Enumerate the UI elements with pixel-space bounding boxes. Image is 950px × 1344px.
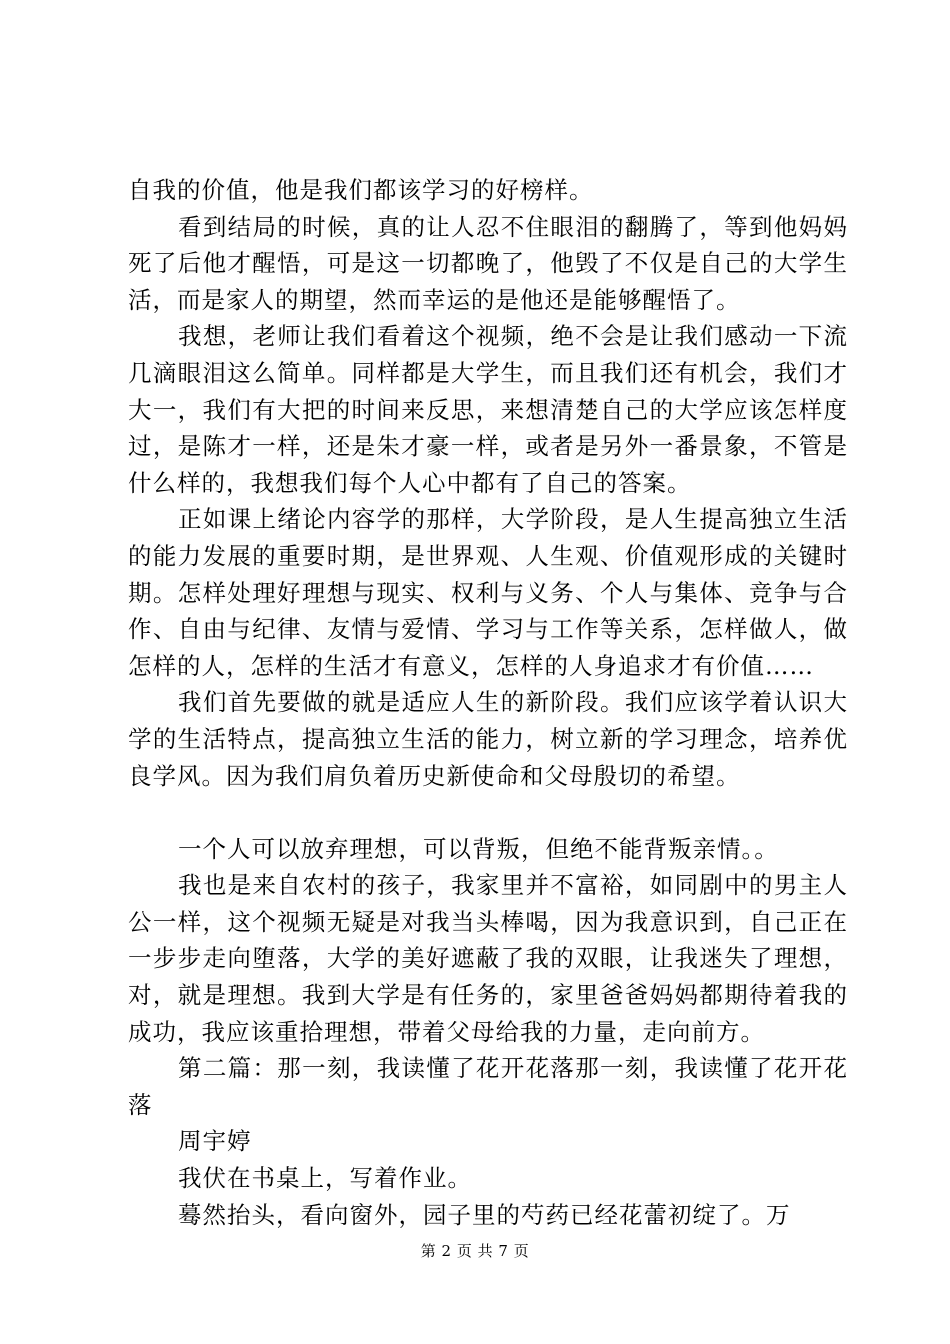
body-text bbox=[128, 172, 848, 1233]
paragraph: 一个人可以放弃理想，可以背叛，但绝不能背叛亲情。。 bbox=[178, 834, 779, 863]
author-name: 周宇婷 bbox=[178, 1127, 252, 1156]
paragraph: 我伏在书桌上，写着作业。 bbox=[178, 1164, 472, 1193]
page-footer: 第 2 页 共 7 页 bbox=[420, 1242, 530, 1260]
blank-line bbox=[128, 794, 848, 831]
section-heading: 第二篇：那一刻，我读懂了花开花落那一刻，我读懂了花开花落 bbox=[128, 1054, 848, 1119]
paragraph: 正如课上绪论内容学的那样，大学阶段，是人生提高独立生活的能力发展的重要时期，是世界观、人生观、价值观形成的关键时期。怎样处理好理想与现实、权利与义务、个人与集体、竞争与合作、自由与纪律、友情与爱情、学习与工作等关系，怎样做人，做怎样的人，怎样的生活才有意义，怎样的人身追求才有价值…… bbox=[128, 505, 848, 680]
paragraph: 蓦然抬头，看向窗外，园子里的芍药已经花蕾初绽了。万 bbox=[178, 1200, 791, 1229]
paragraph: 我们首先要做的就是适应人生的新阶段。我们应该学着认识大学的生活特点，提高独立生活的能力，树立新的学习理念，培养优良学风。因为我们肩负着历史新使命和父母殷切的希望。 bbox=[128, 688, 848, 790]
paragraph: 自我的价值，他是我们都该学习的好榜样。 bbox=[128, 176, 594, 204]
paragraph: 看到结局的时候，真的让人忍不住眼泪的翻腾了，等到他妈妈死了后他才醒悟，可是这一切都晚了，他毁了不仅是自己的大学生活，而是家人的期望，然而幸运的是他还是能够醒悟了。 bbox=[128, 212, 848, 314]
paragraph: 我想，老师让我们看着这个视频，绝不会是让我们感动一下流几滴眼泪这么简单。同样都是大学生，而且我们还有机会，我们才大一，我们有大把的时间来反思，来想清楚自己的大学应该怎样度过，是陈才一样，还是朱才豪一样，或者是另外一番景象，不管是什么样的，我想我们每个人心中都有了自己的答案。 bbox=[128, 322, 848, 497]
paragraph: 我也是来自农村的孩子，我家里并不富裕，如同剧中的男主人公一样，这个视频无疑是对我当头棒喝，因为我意识到，自己正在一步步走向堕落，大学的美好遮蔽了我的双眼，让我迷失了理想，对，就是理想。我到大学是有任务的，家里爸爸妈妈都期待着我的成功，我应该重拾理想，带着父母给我的力量，走向前方。 bbox=[128, 871, 848, 1046]
